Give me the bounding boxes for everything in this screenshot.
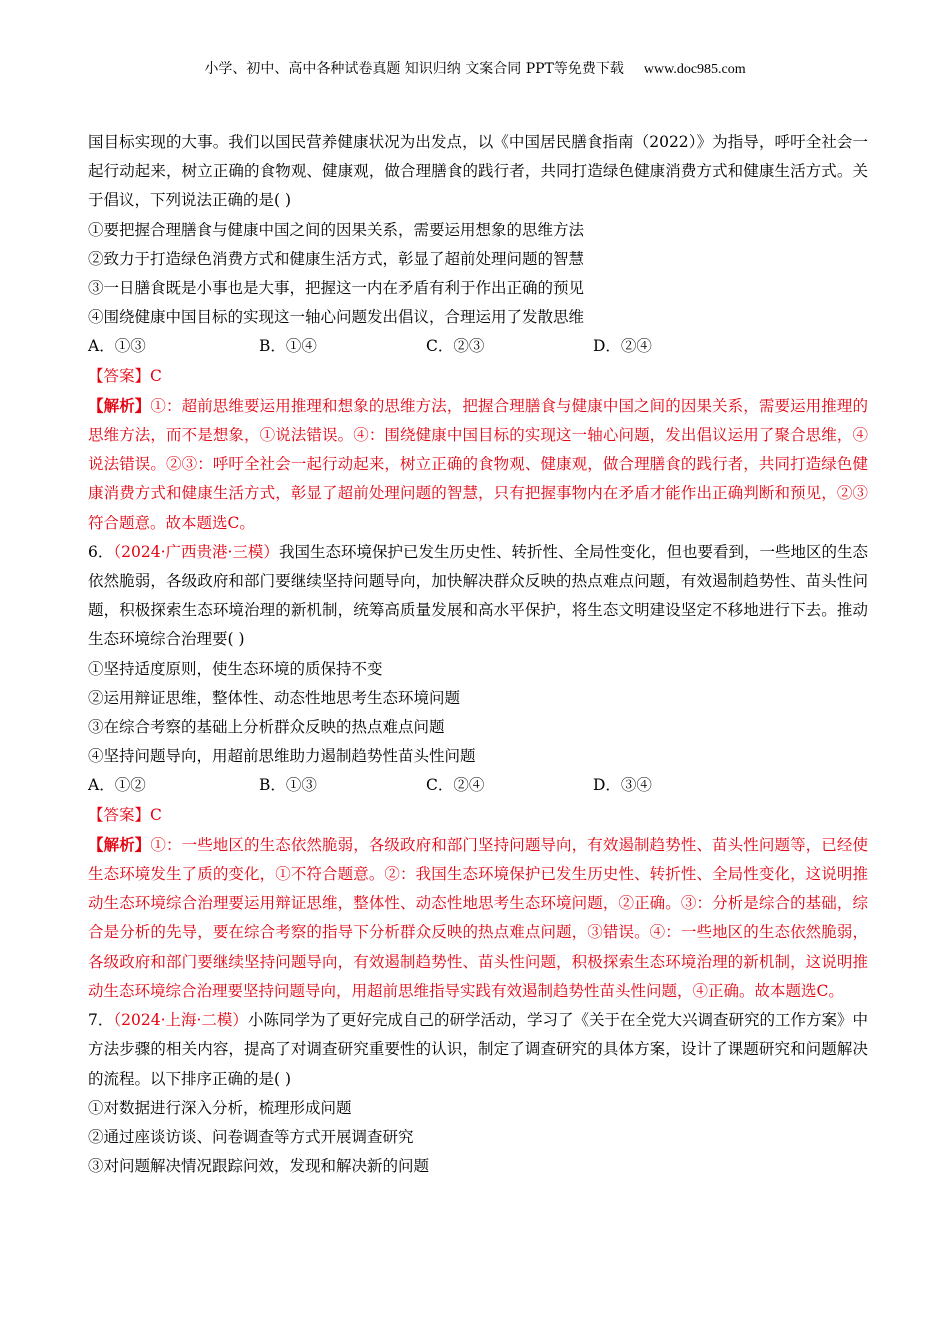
q5-stem: 国目标实现的大事。我们以国民营养健康状况为出发点，以《中国居民膳食指南（2022）》为指导，呼吁全社会一起行动起来，树立正确的食物观、健康观，做合理膳食的践行者，共同打造绿色健康消费方式和健康生活方式。关于倡议，下列说法正确的是( ) [88,133,868,210]
page-header [0,58,950,78]
q7-item-1: ①对数据进行深入分析，梳理形成问题 [88,1098,352,1117]
q5-answer: 【答案】C [88,366,162,385]
q5-option-d: D．②④ [593,337,652,356]
q5-item-2: ②致力于打造绿色消费方式和健康生活方式，彰显了超前处理问题的智慧 [88,249,585,268]
q5-option-a: A．①③ [88,337,146,356]
q5-analysis [88,391,868,538]
q7-stem-text: 小陈同学为了更好完成自己的研学活动，学习了《关于在全党大兴调查研究的工作方案》中方法步骤的相关内容，提高了对调查研究重要性的认识，制定了调查研究的具体方案，设计了课题研究和问题解决的流程。以下排序正确的是( ) [88,1011,868,1088]
q7-item-3: ③对问题解决情况跟踪问效，发现和解决新的问题 [88,1157,430,1176]
q6-item-3: ③在综合考察的基础上分析群众反映的热点难点问题 [88,718,445,737]
q6-analysis [88,830,868,1006]
q6-source: （2024·广西贵港·三模） [113,542,279,561]
q5-item-1: ①要把握合理膳食与健康中国之间的因果关系，需要运用想象的思维方法 [88,220,585,239]
q6-analysis-tag: 【解析】 [88,834,151,854]
q5-item-3: ③一日膳食既是小事也是大事，把握这一内在矛盾有利于作出正确的预见 [88,279,585,298]
q6-option-d: D．③④ [593,776,652,795]
header-text: 小学、初中、高中各种试卷真题 知识归纳 文案合同 PPT等免费下载 [204,61,624,77]
q6-option-c: C．②④ [426,776,485,795]
q6-answer: 【答案】C [88,805,162,824]
q6-analysis-text: ①：一些地区的生态依然脆弱，各级政府和部门坚持问题导向，有效遏制趋势性、苗头性问题等，已经使生态环境发生了质的变化，①不符合题意。②：我国生态环境保护已发生历史性、转折性、全局性变化，这说明推动生态环境综合治理要运用辩证思维，整体性、动态性地思考生态环境问题，②正确。③：分析是综合的基础，综合是分析的先导，要在综合考察的指导下分析群众反映的热点难点问题，③错误。④：一些地区的生态依然脆弱，各级政府和部门要继续坚持问题导向，有效遏制趋势性、苗头性问题，积极探索生态环境治理的新机制，这说明推动生态环境综合治理要坚持问题导向，用超前思维指导实践有效遏制趋势性苗头性问题，④正确。故本题选C。 [88,835,868,1000]
q7-source: （2024·上海·二模） [113,1011,248,1030]
q6-stem-text: 我国生态环境保护已发生历史性、转折性、全局性变化，但也要看到，一些地区的生态依然脆弱，各级政府和部门要继续坚持问题导向，加快解决群众反映的热点难点问题，有效遏制趋势性、苗头性问题，积极探索生态环境治理的新机制，统筹高质量发展和高水平保护，将生态文明建设坚定不移地进行下去。推动生态环境综合治理要( ) [88,542,868,649]
q5-option-b: B．①④ [259,337,317,356]
q7-stem [88,1006,868,1094]
q6-number: 6． [88,542,114,561]
q6-stem [88,538,868,655]
header-url[interactable]: www.doc985.com [643,62,746,77]
document-body [88,128,868,1181]
q6-option-b: B．①③ [259,776,317,795]
q5-item-4: ④围绕健康中国目标的实现这一轴心问题发出倡议，合理运用了发散思维 [88,308,585,327]
q5-option-c: C．②③ [426,337,485,356]
q6-option-a: A．①② [88,776,146,795]
q6-item-1: ①坚持适度原则，使生态环境的质保持不变 [88,659,383,678]
q7-number: 7． [88,1011,114,1030]
q5-analysis-tag: 【解析】 [88,395,151,415]
q5-analysis-text: ①：超前思维要运用推理和想象的思维方法，把握合理膳食与健康中国之间的因果关系，需要运用推理的思维方法，而不是想象，①说法错误。④：围绕健康中国目标的实现这一轴心问题，发出倡议运用了聚合思维，④说法错误。②③：呼吁全社会一起行动起来，树立正确的食物观、健康观，做合理膳食的践行者，共同打造绿色健康消费方式和健康生活方式，彰显了超前处理问题的智慧，只有把握事物内在矛盾才能作出正确判断和预见，②③符合题意。故本题选C。 [88,396,868,532]
q5-options [88,332,868,361]
q7-item-2: ②通过座谈访谈、问卷调查等方式开展调查研究 [88,1127,414,1146]
q6-item-4: ④坚持问题导向，用超前思维助力遏制趋势性苗头性问题 [88,747,476,766]
q6-item-2: ②运用辩证思维，整体性、动态性地思考生态环境问题 [88,688,461,707]
q6-options [88,771,868,800]
